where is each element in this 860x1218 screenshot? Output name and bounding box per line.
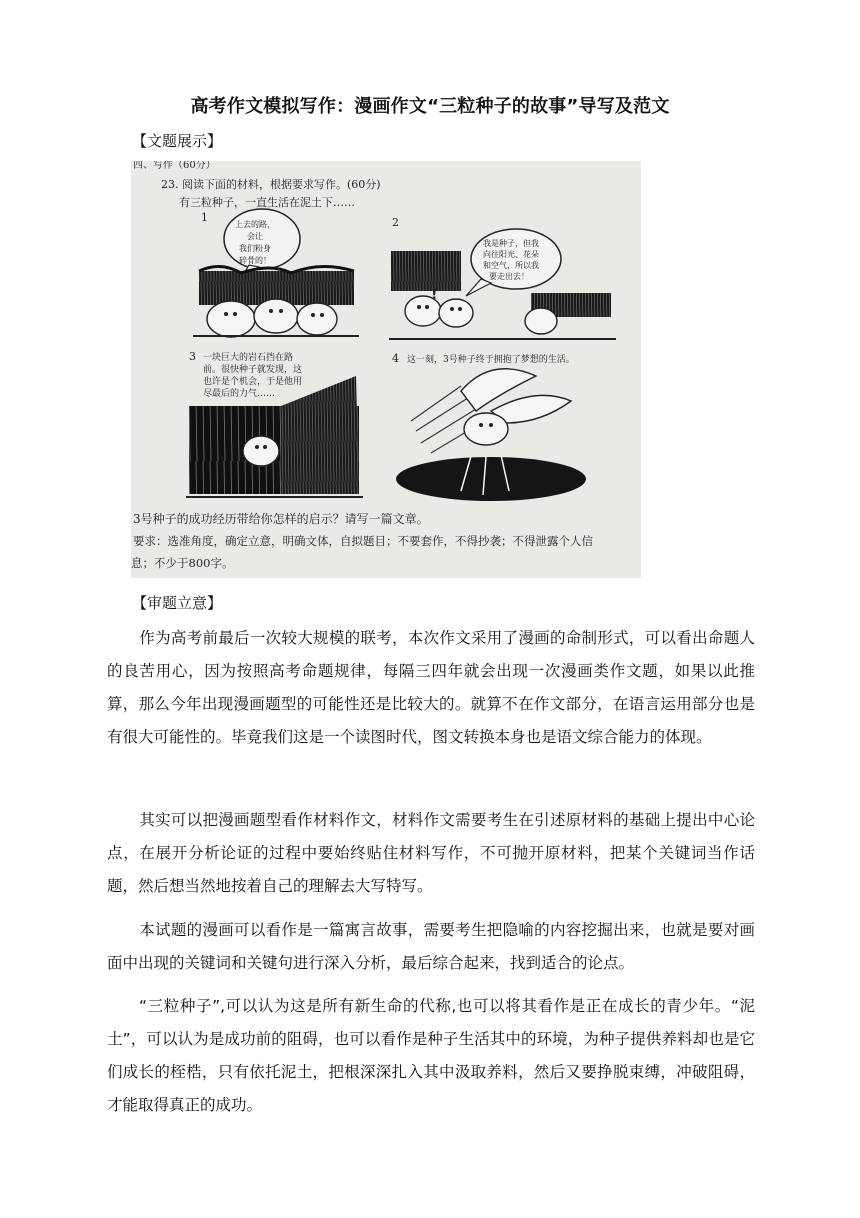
scan-intro: 有三粒种子，一直生活在泥土下…… (179, 196, 355, 209)
exam-question-image (131, 161, 641, 578)
bubble-line: 我们粉身 (239, 244, 271, 253)
page-title: 高考作文模拟写作：漫画作文“三粒种子的故事”导写及范文 (190, 96, 670, 117)
panel-number: 3 (189, 350, 196, 363)
body-paragraph (107, 804, 755, 903)
bubble-line: 要走出去！ (489, 272, 529, 281)
body-paragraph (107, 622, 755, 754)
paragraph-text: 本试题的漫画可以看作是一篇寓言故事，需要考生把隐喻的内容挖掘出来，也就是要对画面中出现的关键词和关键句进行深入分析，最后综合起来，找到适合的论点。 (107, 921, 755, 972)
section-heading-analysis: 【审题立意】 (132, 594, 223, 612)
scan-header-partial: 四、写作（60分） (133, 161, 216, 171)
scan-prompt: 3号种子的成功经历带给你怎样的启示？请写一篇文章。 (133, 512, 429, 526)
paragraph-text: 作为高考前最后一次较大规模的联考，本次作文采用了漫画的命制形式，可以看出命题人的良苦用心，因为按照高考命题规律，每隔三四年就会出现一次漫画类作文题，如果以此推算，那么今年出现漫画题型的可能性还是比较大的。就算不在作文部分，在语言运用部分也是有很大可能性的。毕竟我们这是一个读图时代，图文转换本身也是语文综合能力的体现。 (107, 629, 755, 746)
scan-requirement-line2: 息；不少于800字。 (131, 556, 234, 570)
caption-line: 也许是个机会，于是他用 (203, 377, 303, 387)
panel-number: 2 (392, 216, 399, 229)
scan-question: 23. 阅读下面的材料，根据要求写作。(60分) (161, 178, 381, 191)
paragraph-text: “三粒种子”,可以认为这是所有新生命的代称,也可以将其看作是正在成长的青少年。“泥土”，可以认为是成功前的阻碍，也可以看作是种子生活其中的环境，为种子提供养料却也是它们成长的桎梏，只有依托泥土，把根深深扎入其中汲取养料，然后又要挣脱束缚，冲破阻碍，才能取得真正的成功。 (107, 997, 755, 1114)
caption-line: 尽最后的力气…… (203, 389, 276, 399)
section-heading-display: 【文题展示】 (132, 132, 223, 150)
paragraph-text: 其实可以把漫画题型看作材料作文，材料作文需要考生在引述原材料的基础上提出中心论点，在展开分析论证的过程中要始终贴住材料写作，不可抛开原材料，把某个关键词当作话题，然后想当然地按着自己的理解去大写特写。 (107, 811, 755, 895)
bubble-line: 我是种子，但我 (483, 239, 539, 248)
bubble-line: 上去的路， (235, 220, 275, 229)
body-paragraph (107, 990, 755, 1122)
bubble-line: 会让 (247, 232, 263, 241)
bubble-line: 碎骨的！ (239, 256, 271, 265)
panel-number: 4 (392, 352, 399, 365)
caption-line: 这一刻，3号种子终于拥抱了梦想的生活。 (407, 355, 575, 365)
comic-panel-2 (389, 216, 616, 339)
bubble-line: 向往阳光、花朵 (483, 250, 539, 259)
scan-requirement-line1: 要求：选准角度，确定立意，明确文体，自拟题目；不要套作，不得抄袭；不得泄露个人信 (133, 534, 593, 548)
panel-number: 1 (201, 211, 208, 224)
body-paragraph (107, 914, 755, 980)
bubble-line: 和空气，所以我 (483, 261, 539, 270)
caption-line: 一块巨大的岩石挡在路 (203, 353, 294, 363)
comic-panel-1 (193, 209, 359, 337)
comic-panel-3 (186, 350, 363, 497)
comic-panel-4 (392, 352, 586, 501)
svg-text:!: ! (431, 287, 438, 303)
caption-line: 前。很快种子就发现，这 (203, 365, 303, 375)
